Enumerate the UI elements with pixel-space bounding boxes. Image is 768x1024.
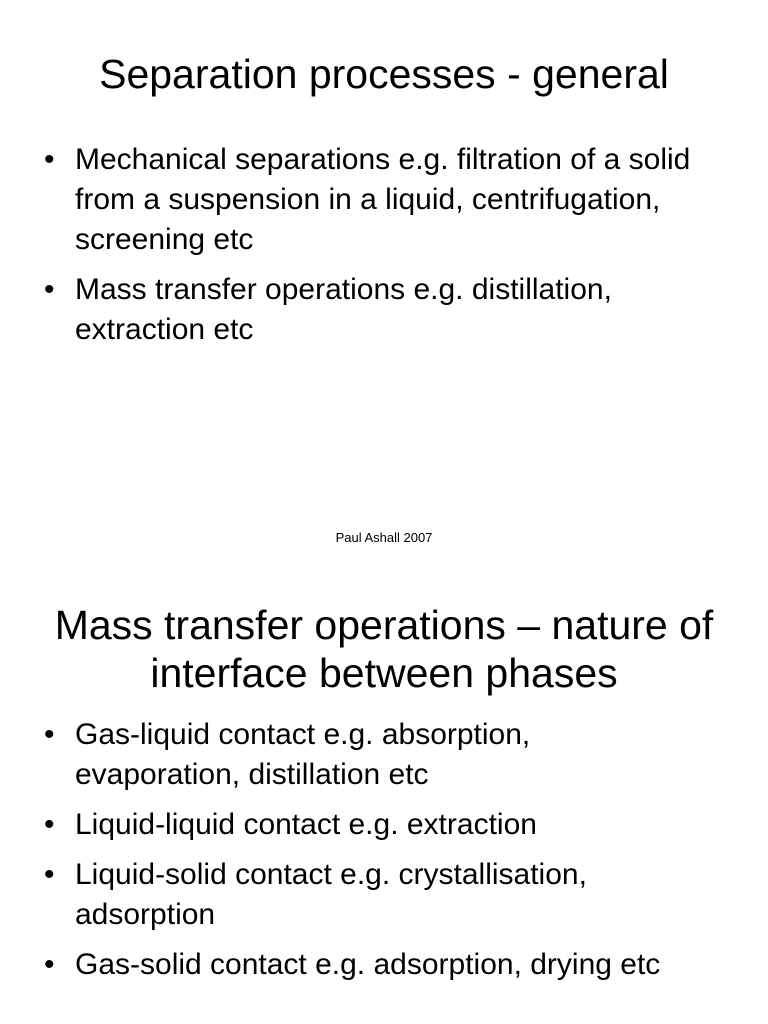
slide-title: Separation processes - general xyxy=(99,51,669,97)
bullet-icon: • xyxy=(44,808,55,841)
bullet-text: Liquid-solid contact e.g. crystallisation, adsorption xyxy=(75,858,587,931)
bullet-text: Mass transfer operations e.g. distillation, extraction etc xyxy=(75,273,612,346)
bullet-text: Gas-liquid contact e.g. absorption, evaporation, distillation etc xyxy=(75,718,531,791)
bullet-item-liquid-solid xyxy=(0,855,700,935)
bullet-item-mass-transfer xyxy=(0,270,700,350)
bullet-icon: • xyxy=(44,858,55,891)
slide-title: Mass transfer operations – nature of interface between phases xyxy=(54,602,714,696)
bullet-icon: • xyxy=(44,718,55,751)
bullet-text: Liquid-liquid contact e.g. extraction xyxy=(75,808,537,841)
slide-mass-transfer-operations xyxy=(0,575,768,1024)
bullet-item-mechanical xyxy=(0,140,700,260)
bullet-text: Mechanical separations e.g. filtration of a solid from a suspension in a liquid, centrifugation, screening etc xyxy=(75,143,691,256)
bullet-item-gas-solid xyxy=(0,945,700,985)
bullet-list xyxy=(0,715,700,995)
bullet-icon: • xyxy=(44,273,55,306)
bullet-icon: • xyxy=(44,948,55,981)
bullet-item-liquid-liquid xyxy=(0,805,700,845)
bullet-icon: • xyxy=(44,143,55,176)
slide-footer-author: Paul Ashall 2007 xyxy=(335,530,433,545)
bullet-text: Gas-solid contact e.g. adsorption, drying etc xyxy=(75,948,661,981)
bullet-item-gas-liquid xyxy=(0,715,700,795)
bullet-list xyxy=(0,140,700,360)
